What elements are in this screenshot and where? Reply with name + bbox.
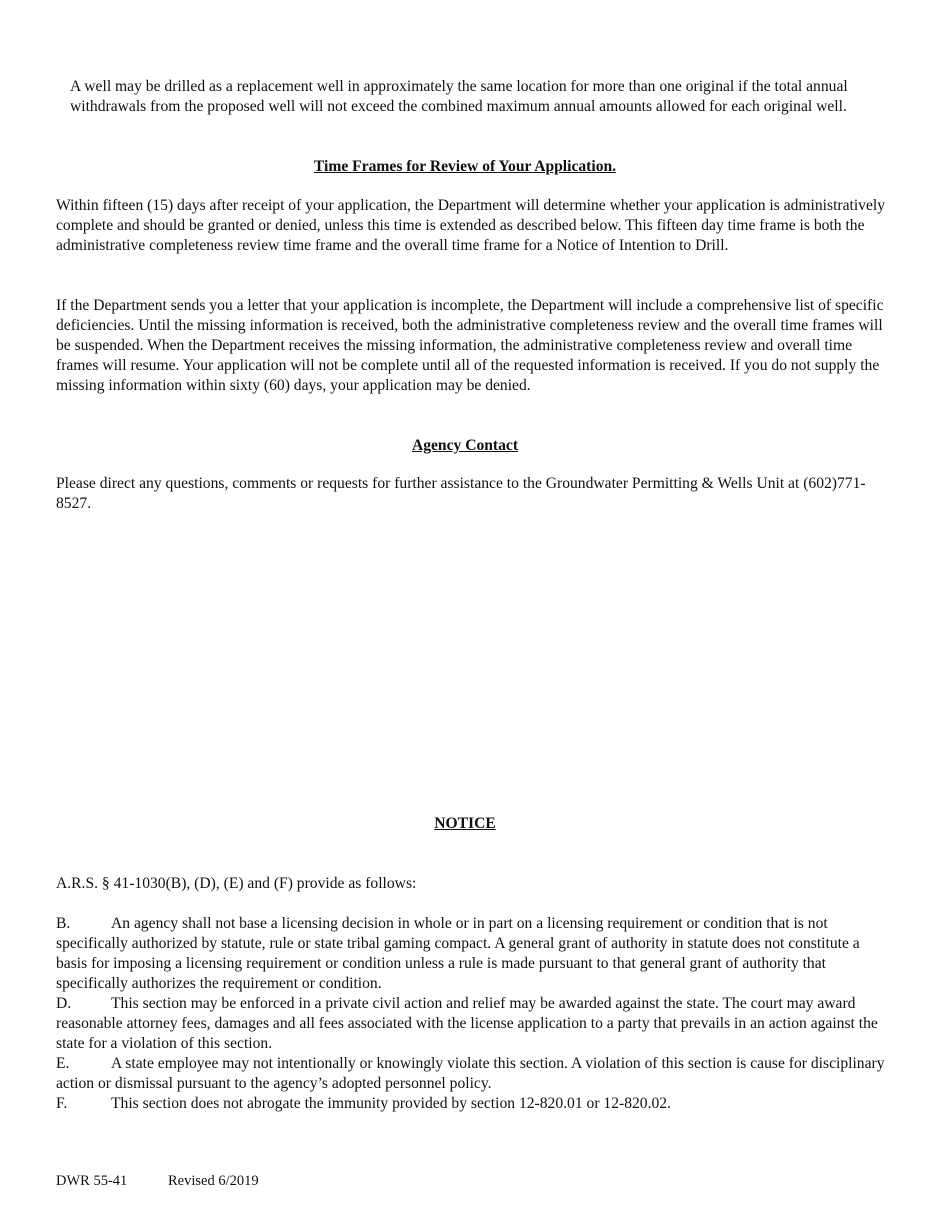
notice-item-text: This section does not abrogate the immunity provided by section 12-820.01 or 12-820.02. (111, 1095, 671, 1112)
notice-item-letter: D. (56, 995, 72, 1012)
agency-contact-heading: Agency Contact (411, 437, 519, 454)
replacement-well-paragraph: A well may be drilled as a replacement well in approximately the same location for more than one original if the total annual withdrawals from the proposed well will not exceed the combined maximum annual amounts allowed for each original well. (70, 78, 848, 115)
revision-date: Revised 6/2019 (168, 1173, 259, 1189)
notice-item-text: This section may be enforced in a private civil action and relief may be awarded against the state. The court may award reasonable attorney fees, damages and all fees associated with the license application to a party that prevails in an action against the state for a violation of this section. (56, 995, 878, 1052)
time-frames-heading: Time Frames for Review of Your Application. (313, 158, 617, 175)
notice-item-letter: E. (56, 1055, 70, 1072)
notice-item-f (56, 1094, 891, 1114)
agency-contact-paragraph: Please direct any questions, comments or requests for further assistance to the Groundwater Permitting & Wells Unit at (602)771-8527. (56, 475, 866, 512)
time-frames-paragraph-1: Within fifteen (15) days after receipt of your application, the Department will determine whether your application is administratively complete and should be granted or denied, unless this time is extended as described below. This fifteen day time frame is both the administrative completeness review time frame and the overall time frame for a Notice of Intention to Drill. (56, 197, 886, 254)
page-footer (56, 1171, 259, 1191)
time-frames-paragraph-2: If the Department sends you a letter that your application is incomplete, the Department will include a comprehensive list of specific deficiencies. Until the missing information is received, both the administrative completeness review and the overall time frames will be suspended. When the Department receives the missing information, the administrative completeness review and overall time frames will resume. Your application will not be complete until all of the requested information is received. If you do not supply the missing information within sixty (60) days, your application may be denied. (56, 297, 884, 394)
notice-item-d (56, 994, 891, 1054)
notice-intro: A.R.S. § 41-1030(B), (D), (E) and (F) provide as follows: (56, 875, 417, 892)
notice-item-letter: B. (56, 915, 71, 932)
notice-item-e (56, 1054, 891, 1094)
notice-item-text: A state employee may not intentionally or knowingly violate this section. A violation of this section is cause for disciplinary action or dismissal pursuant to the agency’s adopted personnel policy. (56, 1055, 885, 1092)
notice-item-text: An agency shall not base a licensing decision in whole or in part on a licensing requirement or condition that is not specifically authorized by statute, rule or state tribal gaming compact. A general grant of authority in statute does not constitute a basis for imposing a licensing requirement or condition unless a rule is made pursuant to that general grant of authority that specifically authorizes the requirement or condition. (56, 915, 860, 992)
form-number: DWR 55-41 (56, 1173, 128, 1189)
notice-heading: NOTICE (434, 815, 496, 832)
notice-list (56, 914, 891, 1114)
notice-item-b (56, 914, 891, 994)
notice-item-letter: F. (56, 1095, 68, 1112)
